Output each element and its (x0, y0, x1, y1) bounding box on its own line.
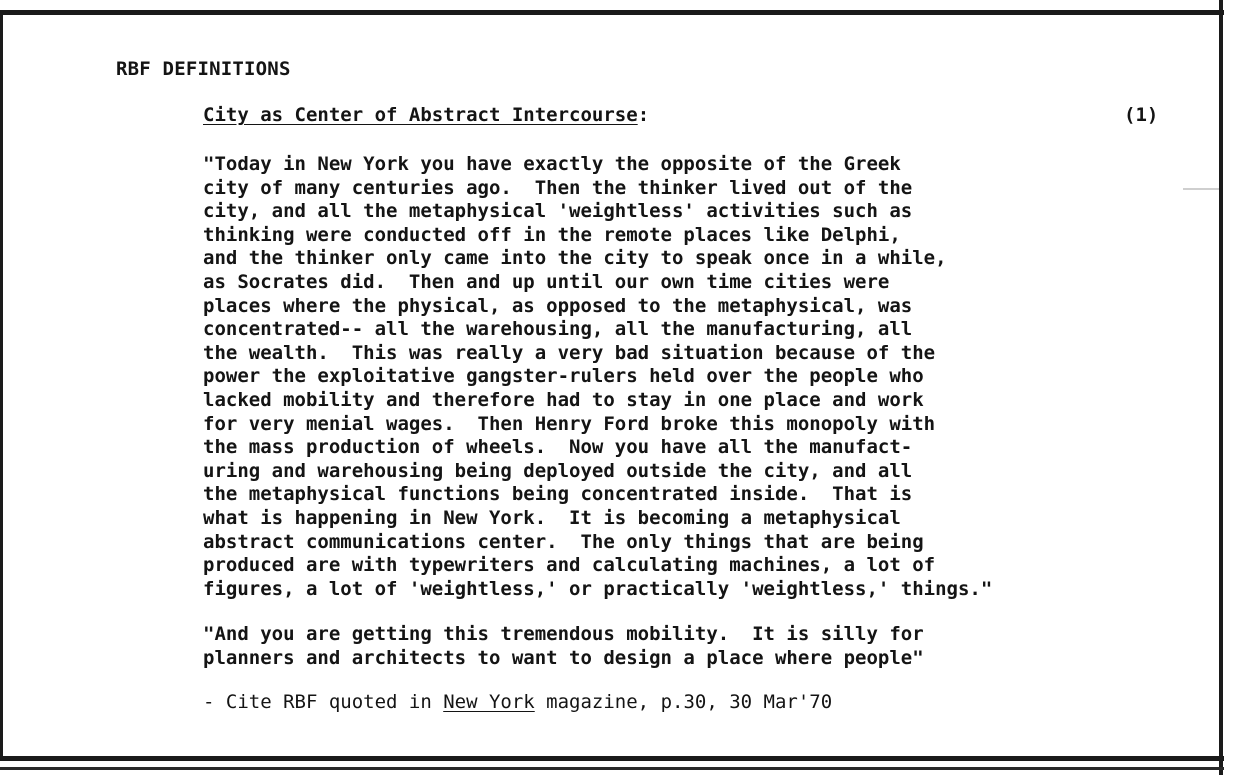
citation-prefix: - Cite RBF quoted in (203, 691, 444, 713)
quote-line: concentrated-- all the warehousing, all the manufacturing, all (203, 318, 913, 341)
quote-line: the wealth. This was really a very bad situation because of the (203, 341, 936, 364)
quote-line: the metaphysical functions being concentrated inside. That is (203, 483, 913, 506)
top-border-rule (0, 10, 1224, 15)
quote-line: lacked mobility and therefore had to stay in one place and work (203, 388, 924, 411)
quote-line: city, and all the metaphysical 'weightless' activities such as (203, 200, 913, 223)
right-border-rule (1219, 0, 1223, 775)
citation-suffix: magazine, p.30, 30 Mar'70 (534, 691, 833, 713)
quote-line: and the thinker only came into the city to speak once in a while, (203, 247, 947, 270)
quote-line: as Socrates did. Then and up until our own time cities were (203, 270, 890, 293)
quote-line: places where the physical, as opposed to the metaphysical, was (203, 294, 913, 317)
quote-line: planners and architects to want to design a place where people" (203, 646, 924, 669)
quote-line: for very menial wages. Then Henry Ford broke this monopoly with (203, 412, 936, 435)
document-heading: RBF DEFINITIONS (116, 58, 291, 80)
left-border-rule (0, 10, 3, 761)
term-title-colon: : (637, 104, 650, 126)
bottom-border-rule (0, 756, 1224, 761)
quote-line: "And you are getting this tremendous mobility. It is silly for (203, 623, 924, 645)
quote-line: thinking were conducted off in the remote places like Delphi, (203, 223, 901, 246)
quote-line: produced are with typewriters and calculating machines, a lot of (203, 554, 936, 577)
quote-line: city of many centuries ago. Then the thinker lived out of the (203, 176, 913, 199)
quote-paragraph-2 (203, 623, 1203, 670)
quote-line: uring and warehousing being deployed outside the city, and all (203, 459, 913, 482)
bottom-border-thin-rule (0, 767, 1224, 770)
term-title-text: City as Center of Abstract Intercourse (203, 104, 638, 126)
quote-line: power the exploitative gangster-rulers held over the people who (203, 365, 924, 388)
quote-paragraph-1 (203, 153, 1203, 601)
citation-source: New York (443, 691, 535, 713)
quote-line: abstract communications center. The only things that are being (203, 530, 924, 553)
quote-line: "Today in New York you have exactly the opposite of the Greek (203, 153, 901, 175)
quote-line: the mass production of wheels. Now you have all the manufact- (203, 436, 913, 459)
term-title (203, 104, 649, 126)
quote-line: figures, a lot of 'weightless,' or practically 'weightless,' things." (203, 577, 993, 600)
quote-line: what is happening in New York. It is becoming a metaphysical (203, 506, 901, 529)
card-number: (1) (1124, 104, 1159, 126)
citation (203, 691, 832, 713)
